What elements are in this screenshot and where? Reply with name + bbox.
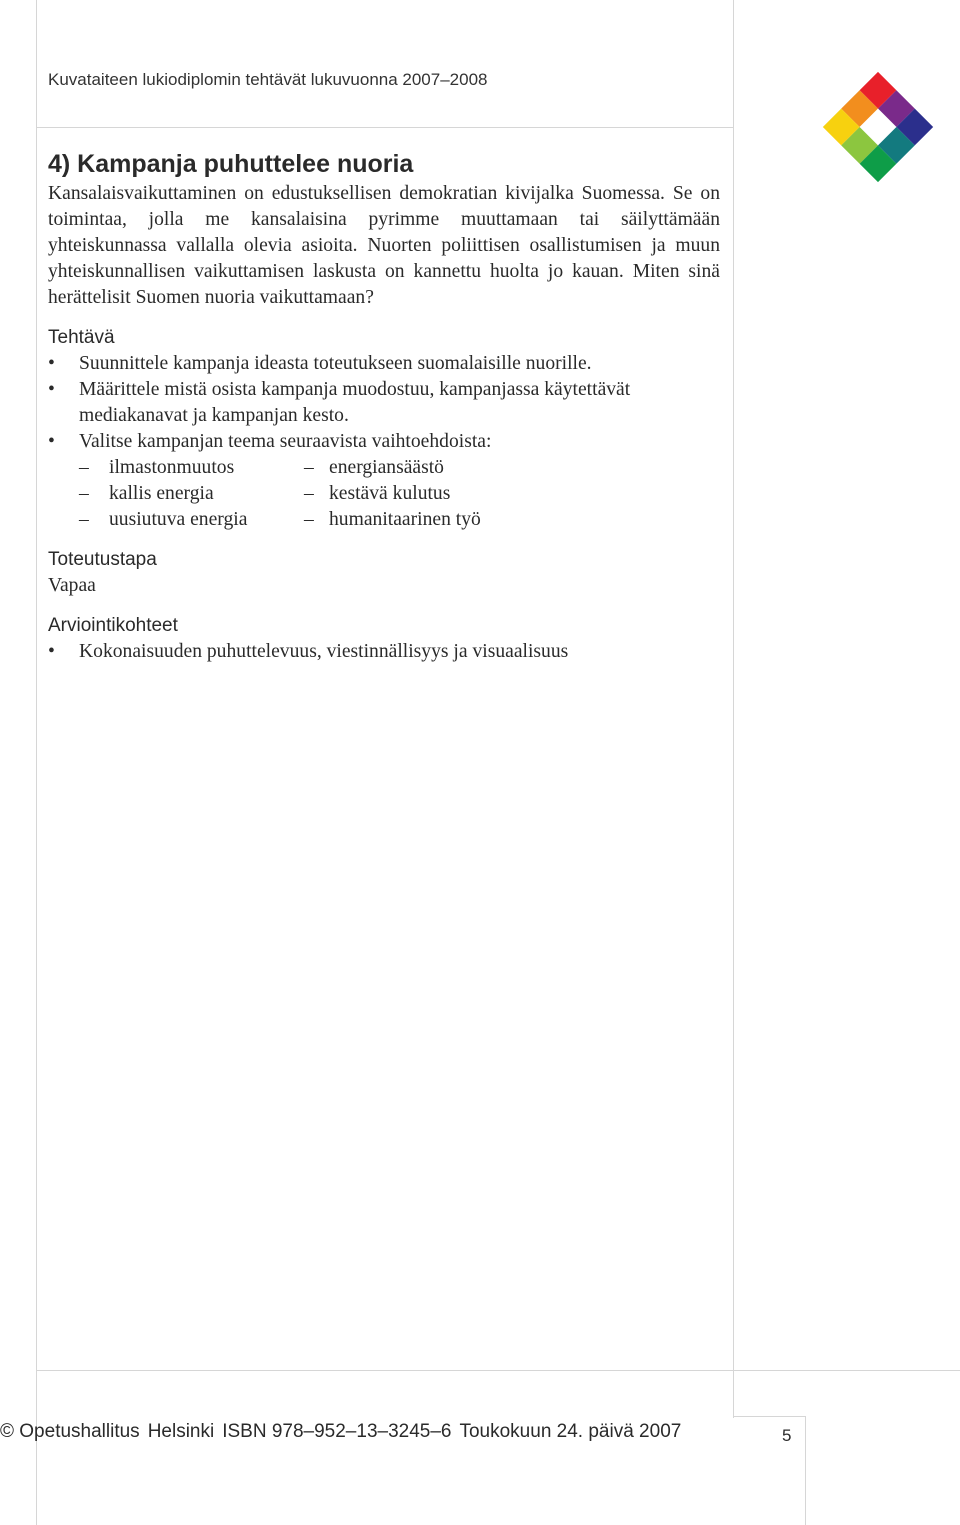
toteutustapa-value: Vapaa [48, 575, 96, 596]
bullet-icon: • [48, 431, 55, 452]
task-content [48, 150, 720, 665]
dash-icon: – [79, 483, 89, 504]
footer-isbn: ISBN 978–952–13–3245–6 [222, 1421, 452, 1442]
footer-publisher: © Opetushallitus [0, 1421, 140, 1442]
bullet-icon: • [48, 353, 55, 374]
color-diamond-logo-icon [822, 71, 934, 183]
list-item: • Suunnittele kampanja ideasta toteutukseen suomalaisille nuorille. [48, 351, 720, 377]
bullet-icon: • [48, 379, 55, 400]
list-item: • Määrittele mistä osista kampanja muodostuu, kampanjassa käytettävät mediakanavat ja kampanjan kesto. [48, 379, 631, 426]
list-item: • Valitse kampanjan teema seuraavista vaihtoehdoista: [48, 429, 720, 455]
page-box-top-rule [733, 1416, 806, 1417]
dash-icon: – [304, 509, 314, 530]
dash-icon: – [304, 457, 314, 478]
theme-options [79, 455, 720, 533]
header-rule [36, 127, 734, 128]
theme-option: energiansäästö [329, 457, 444, 478]
tehtava-list [48, 351, 720, 455]
bullet-icon: • [48, 641, 55, 662]
footer-date: Toukokuun 24. päivä 2007 [459, 1421, 682, 1442]
theme-option: uusiutuva energia [109, 509, 248, 530]
dash-icon: – [304, 483, 314, 504]
dash-icon: – [79, 457, 89, 478]
right-margin-line [733, 0, 734, 1418]
task-intro: Kansalaisvaikuttaminen on edustuksellisen demokratian kivijalka Suomessa. Se on toimintaa, jolla me kansalaisina pyrimme muuttamaan tai säilyttämään yhteiskunnassa vallalla olevia asioita. Nuorten poliittisen osallistumisen ja muun yhteiskunnallisen vaikuttamisen laskusta on kannettu huolta jo kauan. Miten sinä herättelisit Suomen nuoria vaikuttamaan? [48, 183, 720, 308]
left-margin-line [36, 0, 37, 1525]
footer-rule [36, 1370, 960, 1371]
task-title: 4) Kampanja puhuttelee nuoria [48, 150, 414, 178]
footer-imprint [0, 1421, 689, 1443]
arviointikohteet-list [48, 639, 720, 665]
dash-icon: – [79, 509, 89, 530]
page-number: 5 [782, 1426, 792, 1445]
footer-city: Helsinki [147, 1421, 215, 1442]
page-box-right-line [805, 1416, 806, 1525]
theme-option: humanitaarinen työ [329, 509, 481, 530]
arviointikohteet-heading: Arviointikohteet [48, 615, 178, 636]
theme-option: kallis energia [109, 483, 214, 504]
running-header: Kuvataiteen lukiodiplomin tehtävät lukuvuonna 2007–2008 [48, 70, 488, 89]
tehtava-heading: Tehtävä [48, 327, 115, 348]
theme-option: ilmastonmuutos [109, 457, 235, 478]
theme-option: kestävä kulutus [329, 483, 451, 504]
toteutustapa-heading: Toteutustapa [48, 549, 157, 570]
list-item: • Kokonaisuuden puhuttelevuus, viestinnällisyys ja visuaalisuus [48, 639, 720, 665]
